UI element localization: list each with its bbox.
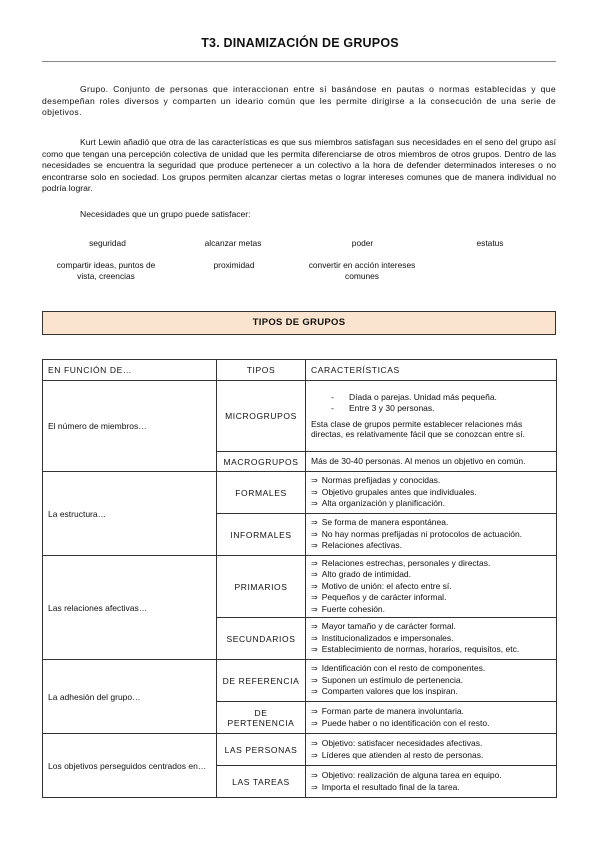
characteristics-cell <box>306 514 557 556</box>
list-item: ⇒ Objetivo grupales antes que individuales. <box>311 487 551 498</box>
type-cell: DE REFERENCIA <box>217 660 306 702</box>
type-cell: SECUNDARIOS <box>217 618 306 660</box>
header-types: TIPOS <box>217 360 306 381</box>
note-text: Esta clase de grupos permite establecer relaciones más directas, es relativamente fácil que se conozcan entre sí. <box>311 419 526 440</box>
table-header-row <box>43 360 557 381</box>
type-cell: LAS TAREAS <box>217 766 306 798</box>
list-item: ⇒ Puede haber o no identificación con el resto. <box>311 718 551 729</box>
type-cell: INFORMALES <box>217 514 306 556</box>
note-text: Más de 30-40 personas. Al menos un objetivo en común. <box>306 452 557 472</box>
need-item: alcanzar metas <box>204 238 262 248</box>
type-cell: DE PERTENENCIA <box>217 702 306 734</box>
list-item: - Entre 3 y 30 personas. <box>311 403 551 413</box>
list-item: - Díada o parejas. Unidad más pequeña. <box>311 392 551 402</box>
need-item: estatus <box>476 238 504 248</box>
need-item: poder <box>351 238 374 248</box>
criterion-cell: Los objetivos perseguidos centrados en… <box>43 734 217 798</box>
paragraph-definition-text: Grupo. Conjunto de personas que interaccionan entre sí basándose en pautas o normas establecidas y que desempeñan roles diversos y comparten un ideario común que les permite dirigirse a la consecución de una serie de objetivos. <box>42 84 556 118</box>
list-item: ⇒ No hay normas prefijadas ni protocolos de actuación. <box>311 529 551 540</box>
page-title: T3. DINAMIZACIÓN DE GRUPOS <box>201 36 399 50</box>
list-item: ⇒ Comparten valores que los inspiran. <box>311 686 551 697</box>
need-item: proximidad <box>213 260 255 270</box>
list-item: ⇒ Fuerte cohesión. <box>311 604 551 615</box>
list-item: ⇒ Se forma de manera espontánea. <box>311 517 551 528</box>
criterion-cell: Las relaciones afectivas… <box>43 556 217 660</box>
list-item: ⇒ Motivo de unión: el afecto entre sí. <box>311 581 551 592</box>
characteristics-cell <box>306 766 557 798</box>
type-cell: MACROGRUPOS <box>217 452 306 472</box>
needs-intro: Necesidades que un grupo puede satisfacer: <box>80 209 251 219</box>
list-item: ⇒ Establecimiento de normas, horarios, requisitos, etc. <box>311 644 551 655</box>
list-item: ⇒ Importa el resultado final de la tarea. <box>311 782 551 793</box>
paragraph-lewin <box>42 137 556 195</box>
criterion-cell: La estructura… <box>43 472 217 556</box>
characteristics-cell <box>306 702 557 734</box>
list-item: ⇒ Relaciones estrechas, personales y directas. <box>311 558 551 569</box>
type-cell: PRIMARIOS <box>217 556 306 618</box>
list-item: ⇒ Pequeños y de carácter informal. <box>311 592 551 603</box>
characteristics-cell <box>306 660 557 702</box>
list-item: ⇒ Alto grado de intimidad. <box>311 569 551 580</box>
table-row <box>43 381 557 452</box>
characteristics-cell <box>306 472 557 514</box>
list-item: ⇒ Relaciones afectivas. <box>311 540 551 551</box>
table-row <box>43 472 557 514</box>
type-cell: FORMALES <box>217 472 306 514</box>
list-item: ⇒ Alta organización y planificación. <box>311 498 551 509</box>
header-criterion: EN FUNCIÓN DE… <box>43 360 217 381</box>
title-divider <box>42 61 556 62</box>
paragraph-definition <box>42 84 556 119</box>
list-item: ⇒ Líderes que atienden al resto de personas. <box>311 750 551 761</box>
group-types-table <box>42 359 557 798</box>
list-item: ⇒ Normas prefijadas y conocidas. <box>311 475 551 486</box>
header-characteristics: CARACTERÍSTICAS <box>306 360 557 381</box>
table-row <box>43 734 557 766</box>
need-item: convertir en acción intereses comunes <box>308 260 416 281</box>
characteristics-cell <box>306 381 557 452</box>
table-row <box>43 660 557 702</box>
list-item: ⇒ Institucionalizados e impersonales. <box>311 633 551 644</box>
list-item: ⇒ Suponen un estímulo de pertenencia. <box>311 675 551 686</box>
list-item: ⇒ Objetivo: realización de alguna tarea en equipo. <box>311 770 551 781</box>
characteristics-cell <box>306 556 557 618</box>
paragraph-lewin-text: Kurt Lewin añadió que otra de las características es que sus miembros satisfagan sus necesidades en el seno del grupo así como que tengan una percepción colectiva de unidad que les permita diferenciarse de otros miembros de otros grupos. Dentro de las necesidades se encuentra la seguridad que produce pertenecer a un colectivo a la hora de defender determinados intereses o no encontrarse solo en sociedad. Los grupos permiten alcanzar ciertas metas o lograr intereses comunes que de manera individual no podría lograr. <box>42 137 556 194</box>
need-item: seguridad <box>89 238 126 248</box>
table-row <box>43 556 557 618</box>
section-banner: TIPOS DE GRUPOS <box>42 311 556 335</box>
type-cell: LAS PERSONAS <box>217 734 306 766</box>
characteristics-cell <box>306 734 557 766</box>
criterion-cell: El número de miembros… <box>43 381 217 472</box>
list-item: ⇒ Mayor tamaño y de carácter formal. <box>311 621 551 632</box>
criterion-cell: La adhesión del grupo… <box>43 660 217 734</box>
characteristics-cell <box>306 618 557 660</box>
list-item: ⇒ Identificación con el resto de componentes. <box>311 663 551 674</box>
list-item: ⇒ Forman parte de manera involuntaria. <box>311 706 551 717</box>
list-item: ⇒ Objetivo: satisfacer necesidades afectivas. <box>311 738 551 749</box>
type-cell: MICROGRUPOS <box>217 381 306 452</box>
need-item: compartir ideas, puntos de vista, creencias <box>56 260 156 281</box>
